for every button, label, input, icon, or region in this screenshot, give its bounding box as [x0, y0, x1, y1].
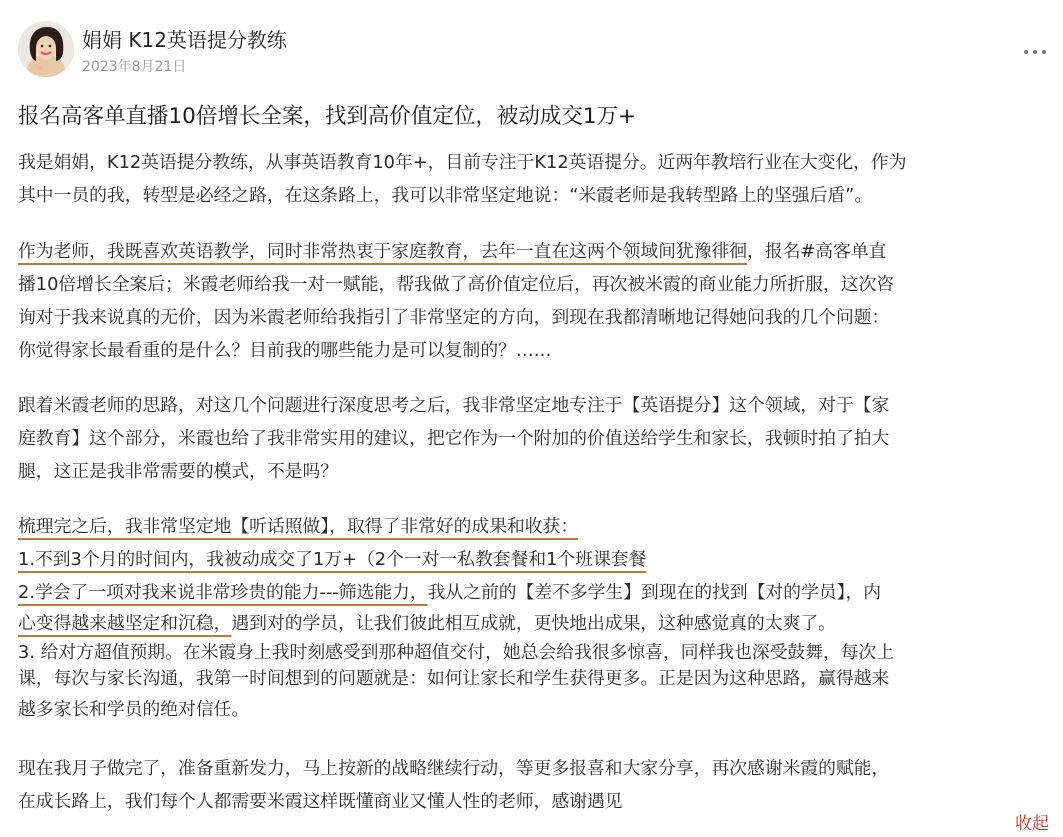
more-horizontal-icon[interactable]: [1022, 43, 1048, 55]
author-name[interactable]: 娟娟 K12英语提分教练: [82, 28, 287, 52]
text-run: 在成长路上，我们每个人都需要米霞这样既懂商业又懂人性的老师，感谢遇见: [18, 791, 623, 812]
post-title: 报名高客单直播10倍增长全案，找到高价值定位，被动成交1万+: [18, 104, 637, 129]
text-run: 遇到对的学员，让我们彼此相互成就，更快地出成果，这种感觉真的太爽了。: [231, 613, 836, 634]
text-run: 越多家长和学员的绝对信任。: [18, 699, 250, 720]
post-date: 2023年8月21日: [82, 59, 187, 75]
paragraph-line: [18, 543, 646, 576]
paragraph-line: [18, 235, 886, 268]
paragraph-line: [18, 752, 889, 785]
text-run: 其中一员的我，转型是必经之路，在这条路上，我可以非常坚定地说：“米霞老师是我转型路上的坚强后盾”。: [18, 185, 873, 206]
paragraph-line: [18, 389, 889, 422]
paragraph-line: [18, 179, 872, 212]
highlighted-text: 作为老师，我既喜欢英语教学，同时非常热衷于家庭教育，去年一直在这两个领域间犹豫徘徊: [18, 241, 748, 262]
avatar[interactable]: [18, 21, 74, 77]
paragraph-line: [18, 146, 906, 179]
paragraph-line: [18, 301, 889, 334]
paragraph-line: [18, 455, 338, 488]
paragraph-line: [18, 268, 894, 301]
text-run: 我从之前的【差不多学生】到现在的找到【对的学员】，内: [427, 582, 882, 603]
text-run: 3. 给对方超值预期。在米霞身上我时刻感受到那种超值交付，她总会给我很多惊喜，同样我也深受鼓舞，每次上: [18, 642, 895, 663]
paragraph-line: [18, 693, 249, 726]
post-header: [18, 21, 1048, 81]
text-run: 我是娟娟，K12英语提分教练，从事英语教育10年+，目前专注于K12英语提分。近两年教培行业在大变化，作为: [18, 152, 907, 173]
paragraph-line: [18, 662, 889, 695]
text-run: ，报名#高客单直: [747, 241, 887, 262]
text-run: 跟着米霞老师的思路，对这几个问题进行深度思考之后，我非常坚定地专注于【英语提分】这个领域，对于【家: [18, 395, 890, 416]
paragraph-line: [18, 576, 881, 609]
paragraph-line: [18, 422, 889, 455]
text-run: 现在我月子做完了，准备重新发力，马上按新的战略继续行动，等更多报喜和大家分享，再次感谢米霞的赋能，: [18, 758, 890, 779]
paragraph-line: [18, 510, 578, 543]
avatar-portrait-icon: [18, 21, 74, 77]
highlighted-text: 1.不到3个月的时间内，我被动成交了1万+（2个一对一私教套餐和1个班课套餐: [18, 549, 647, 570]
text-run: 庭教育】这个部分，米霞也给了我非常实用的建议，把它作为一个附加的价值送给学生和家长，我顿时拍了拍大: [18, 428, 890, 449]
text-run: 你觉得家长最看重的是什么？目前我的哪些能力是可以复制的？……: [18, 340, 552, 361]
text-run: 课，每次与家长沟通，我第一时间想到的问题就是：如何让家长和学生获得更多。正是因为这种思路，赢得越来: [18, 668, 890, 689]
text-run: 询对于我来说真的无价，因为米霞老师给我指引了非常坚定的方向，到现在我都清晰地记得她问我的几个问题：: [18, 307, 890, 328]
paragraph-line: [18, 785, 623, 818]
highlighted-text: 梳理完之后，我非常坚定地【听话照做】，取得了非常好的成果和收获：: [18, 516, 579, 537]
highlighted-text: 心变得越来越坚定和沉稳，: [18, 613, 232, 634]
text-run: 播10倍增长全案后；米霞老师给我一对一赋能，帮我做了高价值定位后，再次被米霞的商业能力所折服，这次咨: [18, 274, 895, 295]
text-run: 腿，这正是我非常需要的模式，不是吗？: [18, 461, 339, 482]
collapse-button[interactable]: 收起: [1015, 814, 1049, 834]
paragraph-line: [18, 334, 551, 367]
highlighted-text: 2.学会了一项对我来说非常珍贵的能力---筛选能力，: [18, 582, 428, 603]
